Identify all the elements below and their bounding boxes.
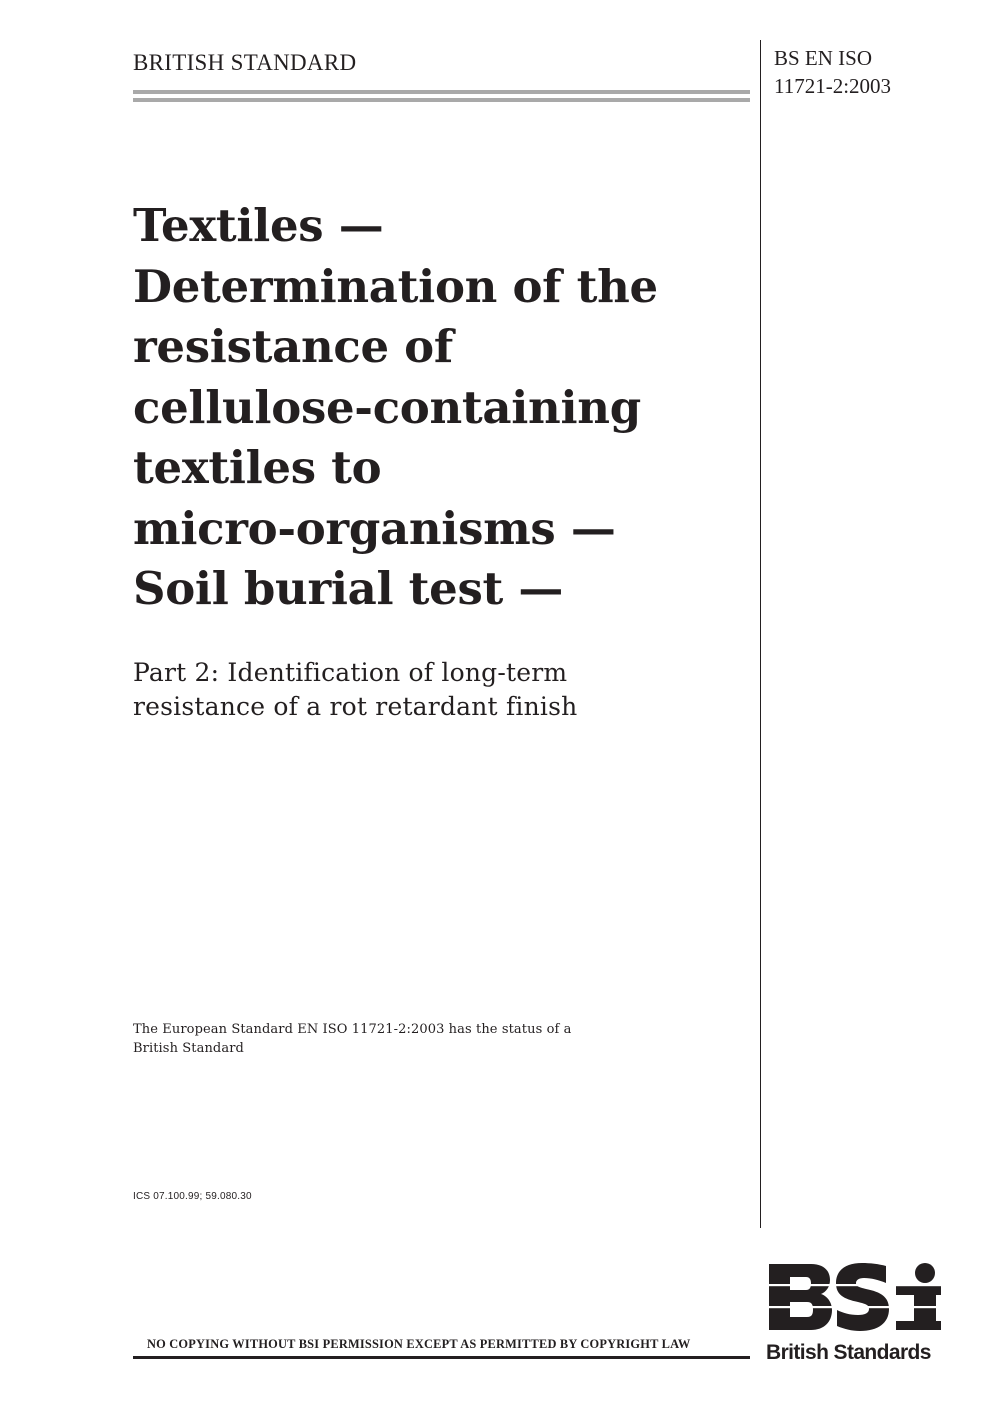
part-title-line: Part 2: Identification of long-term	[133, 658, 568, 687]
document-title	[133, 196, 753, 620]
title-line: Textiles —	[133, 199, 384, 252]
copyright-notice: NO COPYING WITHOUT BSI PERMISSION EXCEPT AS PERMITTED BY COPYRIGHT LAW	[147, 1337, 691, 1351]
title-line: resistance of	[133, 320, 453, 373]
title-line: Soil burial test —	[133, 562, 564, 615]
header-rule-top	[133, 90, 750, 94]
bsi-logo	[766, 1262, 946, 1370]
bsi-logo-mark	[766, 1262, 946, 1338]
standard-number-line2: 11721-2:2003	[774, 74, 892, 98]
header-rule-bottom	[133, 98, 750, 102]
bsi-logo-caption: British Standards	[766, 1341, 931, 1364]
title-line: micro-organisms —	[133, 501, 616, 555]
title-line: textiles to	[133, 441, 382, 494]
part-title	[133, 656, 577, 724]
column-divider	[760, 40, 761, 1228]
status-statement	[133, 1020, 572, 1058]
standard-number	[774, 44, 891, 100]
title-line: Determination of the	[133, 259, 658, 313]
part-title-line: resistance of a rot retardant finish	[133, 692, 578, 721]
footer-rule	[133, 1356, 750, 1359]
ics-code: ICS 07.100.99; 59.080.30	[133, 1191, 252, 1202]
status-line: The European Standard EN ISO 11721-2:2003 has the status of a	[133, 1022, 572, 1037]
status-line: British Standard	[133, 1041, 244, 1056]
title-line: cellulose-containing	[133, 380, 641, 434]
header-label: BRITISH STANDARD	[133, 50, 357, 75]
standard-number-line1: BS EN ISO	[774, 46, 873, 70]
